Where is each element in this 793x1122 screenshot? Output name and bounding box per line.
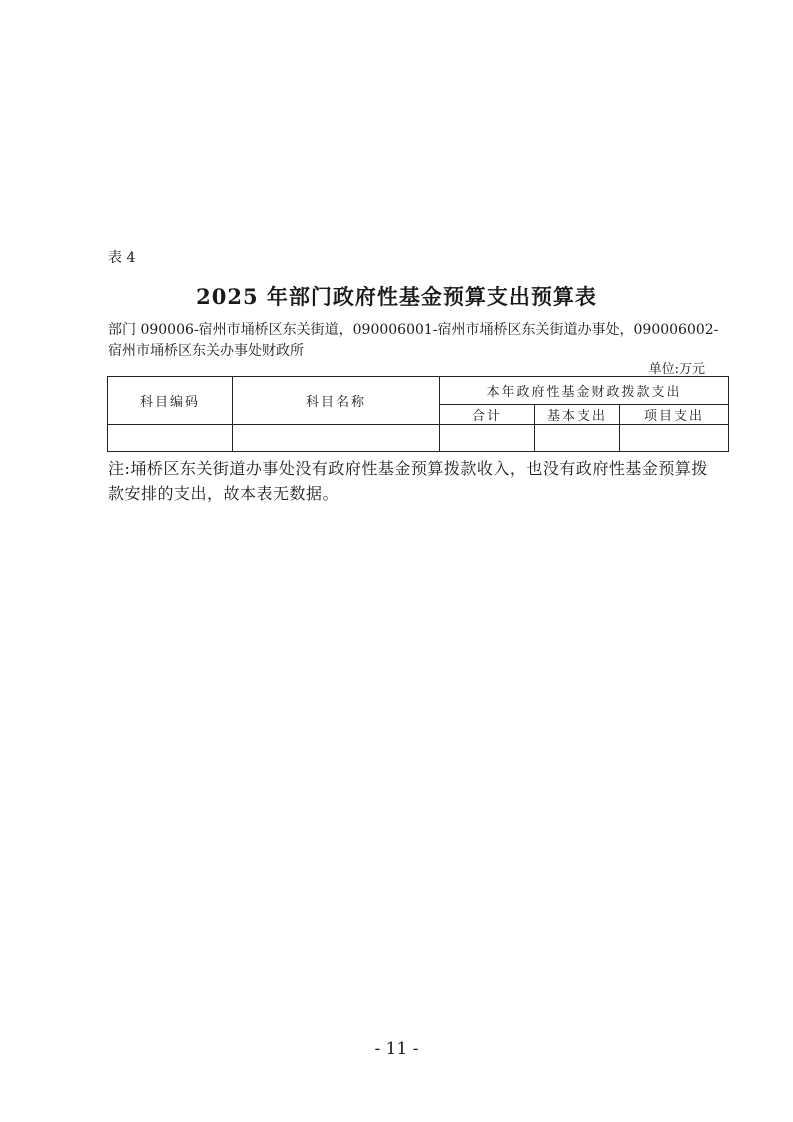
department-line: 部门 090006-宿州市埇桥区东关街道，090006001-宿州市埇桥区东关街道办事处，090006002-宿州市埇桥区东关办事处财政所 <box>108 322 719 359</box>
table-note: 注:埇桥区东关街道办事处没有政府性基金预算拨款收入，也没有政府性基金预算拨款安排的支出，故本表无数据。 <box>108 459 708 503</box>
header-basic-expenditure: 基本支出 <box>535 405 620 425</box>
header-project-expenditure: 项目支出 <box>620 405 729 425</box>
page-number: - 11 - <box>374 1039 419 1059</box>
page-title: 2025 年部门政府性基金预算支出预算表 <box>196 284 597 309</box>
header-subject-name: 科目名称 <box>233 377 440 425</box>
budget-table <box>107 376 729 452</box>
cell-project <box>620 425 729 452</box>
header-subject-code: 科目编码 <box>108 377 233 425</box>
table-row <box>108 425 729 452</box>
table-header-row <box>108 377 729 405</box>
cell-name <box>233 425 440 452</box>
unit-label: 单位:万元 <box>648 362 705 377</box>
table-number: 表 4 <box>108 250 136 266</box>
cell-code <box>108 425 233 452</box>
cell-total <box>440 425 535 452</box>
cell-basic <box>535 425 620 452</box>
header-total: 合计 <box>440 405 535 425</box>
header-fund-expenditure: 本年政府性基金财政拨款支出 <box>440 377 729 405</box>
